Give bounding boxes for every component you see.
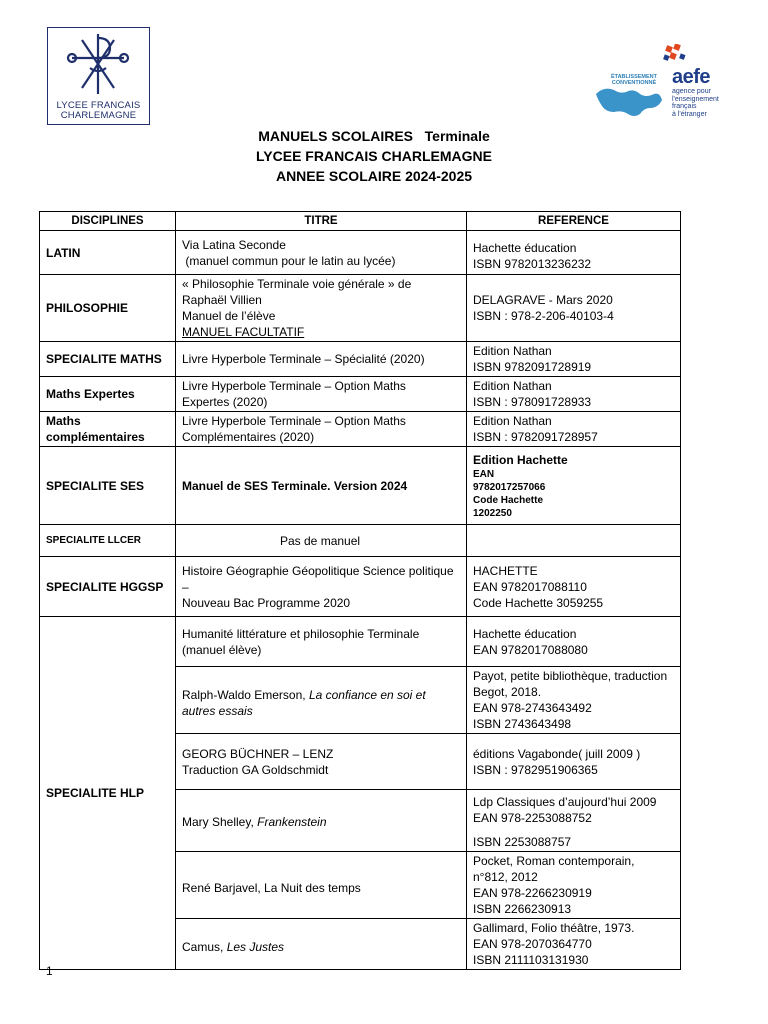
reference-cell: DELAGRAVE - Mars 2020 ISBN : 978-2-206-40103-4 [467,275,681,342]
discipline-cell: SPECIALITE MATHS [40,342,176,377]
table-row [40,231,681,275]
reference-cell: Ldp Classiques d’aujourd’hui 2009 EAN 978-2253088752 ISBN 2253088757 [467,790,681,852]
titre-cell: Manuel de SES Terminale. Version 2024 [176,447,467,525]
reference-cell [467,525,681,557]
aefe-subtitle: agence pour l'enseignement français à l'étranger [672,88,719,118]
discipline-cell: SPECIALITE SES [40,447,176,525]
titre-cell: GEORG BÜCHNER – LENZ Traduction GA Goldschmidt [176,734,467,790]
titre-cell: Ralph-Waldo Emerson, La confiance en soi et autres essais [176,667,467,734]
reference-cell: Gallimard, Folio théâtre, 1973. EAN 978-2070364770 ISBN 2111103131930 [467,919,681,970]
titre-cell: Histoire Géographie Géopolitique Science politique – Nouveau Bac Programme 2020 [176,557,467,617]
titre-cell: Livre Hyperbole Terminale – Option Maths Complémentaires (2020) [176,412,467,447]
page-title [0,126,768,186]
textbook-table [39,211,681,970]
titre-cell: Humanité littérature et philosophie Terminale (manuel élève) [176,617,467,667]
table-row [40,377,681,412]
table-row [40,412,681,447]
table-row [40,447,681,525]
reference-cell: Edition Nathan ISBN : 9782091728957 [467,412,681,447]
reference-cell: éditions Vagabonde( juill 2009 ) ISBN : 9782951906365 [467,734,681,790]
discipline-cell: SPECIALITE HLP [40,617,176,970]
header-disciplines: DISCIPLINES [40,212,176,231]
titre-cell: Camus, Les Justes [176,919,467,970]
aefe-logo [594,44,724,128]
reference-cell: Hachette éducation ISBN 9782013236232 [467,231,681,275]
discipline-cell: Maths Expertes [40,377,176,412]
titre-cell: Pas de manuel [176,525,467,557]
title-line: LYCEE FRANCAIS CHARLEMAGNE [256,148,492,164]
table-row [40,617,681,667]
titre-cell: Livre Hyperbole Terminale – Spécialité (2020) [176,342,467,377]
titre-cell: « Philosophie Terminale voie générale » de Raphaël Villien Manuel de l’élève MANUEL FACULTATIF [176,275,467,342]
table-row [40,557,681,617]
discipline-cell: Maths complémentaires [40,412,176,447]
reference-cell: Hachette éducation EAN 9782017088080 [467,617,681,667]
title-line: ANNEE SCOLAIRE 2024-2025 [275,168,473,184]
discipline-cell: PHILOSOPHIE [40,275,176,342]
aefe-tag: ÉTABLISSEMENT CONVENTIONNÉ [610,74,658,86]
reference-cell: Edition Nathan ISBN 9782091728919 [467,342,681,377]
table-row [40,342,681,377]
reference-cell: Edition Nathan ISBN : 978091728933 [467,377,681,412]
discipline-cell: SPECIALITE HGGSP [40,557,176,617]
titre-cell: Livre Hyperbole Terminale – Option Maths Expertes (2020) [176,377,467,412]
table-header-row [40,212,681,231]
page-number: 1 [46,964,53,978]
header-reference: REFERENCE [467,212,681,231]
discipline-cell: LATIN [40,231,176,275]
header-titre: TITRE [176,212,467,231]
title-line: MANUELS SCOLAIRES Terminale [258,128,490,144]
reference-cell: Pocket, Roman contemporain, n°812, 2012 EAN 978-2266230919 ISBN 2266230913 [467,852,681,919]
reference-cell: Payot, petite bibliothèque, traduction Begot, 2018. EAN 978-2743643492 ISBN 2743643498 [467,667,681,734]
titre-cell: Via Latina Seconde (manuel commun pour le latin au lycée) [176,231,467,275]
discipline-cell: SPECIALITE LLCER [40,525,176,557]
school-logo-text: LYCEE FRANCAIS CHARLEMAGNE [56,100,141,121]
table-row [40,275,681,342]
school-logo [47,27,150,125]
reference-cell: Edition Hachette EAN 9782017257066 Code Hachette 1202250 [467,447,681,525]
table-row [40,525,681,557]
reference-cell: HACHETTE EAN 9782017088110 Code Hachette 3059255 [467,557,681,617]
aefe-wordmark: aefe [672,66,711,88]
titre-cell: René Barjavel, La Nuit des temps [176,852,467,919]
titre-cell: Mary Shelley, Frankenstein [176,790,467,852]
chi-rho-emblem-icon [48,28,148,100]
